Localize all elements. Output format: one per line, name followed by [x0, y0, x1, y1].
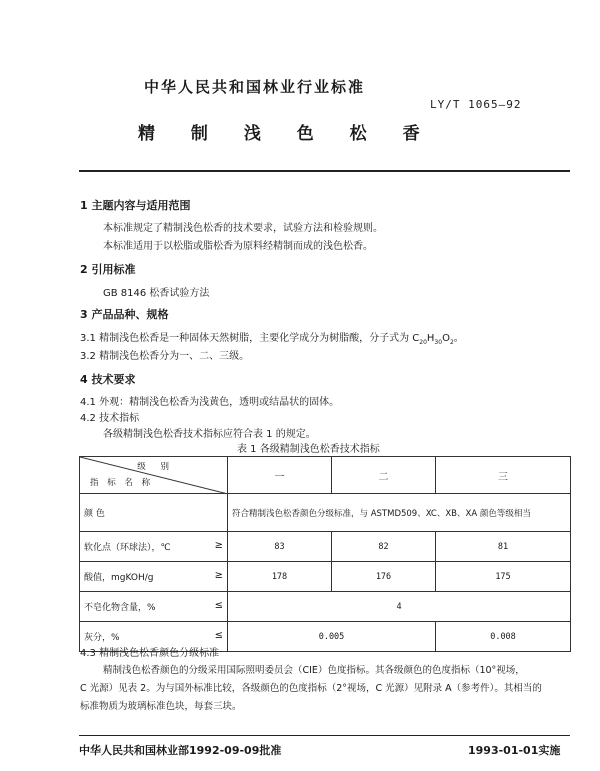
- clause-4-3-line-1: 精制浅色松香颜色的分级采用国际照明委员会（CIE）色度指标。其各级颜色的色度指标（10°视场，: [103, 665, 525, 676]
- approval-line: 中华人民共和国林业部1992-09-09批准: [79, 744, 282, 757]
- softening-point-grade-1: 83: [228, 532, 332, 562]
- clause-4-2-para: 各级精制浅色松香技术指标应符合表 1 的规定。: [103, 429, 316, 440]
- table-row-acid-value: [80, 562, 571, 592]
- standard-name: 精 制 浅 色 松 香: [138, 124, 421, 144]
- header-rule: [79, 170, 570, 172]
- org-title: 中华人民共和国林业行业标准: [144, 78, 366, 96]
- table-row-unsaponifiable: [80, 592, 571, 622]
- row-label-softening-point: ≥ 软化点（环球法），℃: [80, 532, 228, 562]
- table-header-row: [80, 457, 571, 494]
- section-1-title: 1 主题内容与适用范围: [80, 199, 191, 212]
- section-4-title: 4 技术要求: [80, 373, 136, 386]
- effective-date: 1993-01-01实施: [468, 744, 561, 757]
- table-row-softening-point: [80, 532, 571, 562]
- section-1-para-2: 本标准适用于以松脂或脂松香为原料经精制而成的浅色松香。: [103, 241, 373, 252]
- spec-table: [79, 456, 571, 652]
- footer-rule: [79, 735, 570, 736]
- acid-value-grade-3: 175: [436, 562, 571, 592]
- grade-3-header: 三: [436, 457, 571, 494]
- unsaponifiable-value: 4: [228, 592, 571, 622]
- gte-symbol: ≥: [214, 540, 223, 551]
- section-3-title: 3 产品品种、规格: [80, 308, 169, 321]
- lte-symbol: ≤: [214, 600, 223, 611]
- standard-code: LY/T 1065—92: [430, 98, 522, 111]
- softening-point-grade-2: 82: [332, 532, 436, 562]
- softening-point-grade-3: 81: [436, 532, 571, 562]
- section-1-para-1: 本标准规定了精制浅色松香的技术要求，试验方法和检验规则。: [103, 223, 383, 234]
- corner-index-label: 指 标 名 称: [90, 478, 154, 488]
- row-label-color: 颜 色: [80, 494, 228, 532]
- clause-4-3: 4.3 精制浅色松香颜色分级标准: [80, 648, 220, 659]
- row-label-acid-value: ≥ 酸值，mgKOH/g: [80, 562, 228, 592]
- clause-3-1: 3.1 精制浅色松香是一种固体天然树脂，主要化学成分为树脂酸，分子式为 $C_{20}H_{30}O_2$。: [80, 333, 464, 346]
- clause-3-2: 3.2 精制浅色松香分为一、二、三级。: [80, 351, 250, 362]
- section-2-title: 2 引用标准: [80, 263, 136, 276]
- acid-value-grade-1: 178: [228, 562, 332, 592]
- color-value: 符合精制浅色松香颜色分级标准，与 ASTMD509、XC、XB、XA 颜色等级相当: [228, 494, 571, 532]
- table-corner-cell: [80, 457, 228, 494]
- grade-2-header: 二: [332, 457, 436, 494]
- section-2-reference: GB 8146 松香试验方法: [103, 288, 210, 299]
- clause-4-3-line-2: C 光源）见表 2。为与国外标准比较，各级颜色的色度指标（2°视场，C 光源）见附录 A（参考件）。其相当的: [80, 683, 542, 694]
- clause-4-2: 4.2 技术指标: [80, 413, 140, 424]
- grade-1-header: 一: [228, 457, 332, 494]
- ash-value-grade-1-2: 0.005: [228, 622, 436, 652]
- row-label-ash: ≤ 灰分，%: [80, 622, 228, 652]
- corner-grade-label: 级 别: [137, 462, 175, 472]
- clause-4-1: 4.1 外观：精制浅色松香为浅黄色，透明或结晶状的固体。: [80, 397, 340, 408]
- table-row-color: [80, 494, 571, 532]
- table-caption: 表 1 各级精制浅色松香技术指标: [237, 444, 380, 455]
- ash-value-grade-3: 0.008: [436, 622, 571, 652]
- lte-symbol: ≤: [214, 630, 223, 641]
- gte-symbol: ≥: [214, 570, 223, 581]
- clause-4-3-line-3: 标准物质为玻璃标准色块，每套三块。: [80, 701, 242, 712]
- acid-value-grade-2: 176: [332, 562, 436, 592]
- row-label-unsaponifiable: ≤ 不皂化物含量，%: [80, 592, 228, 622]
